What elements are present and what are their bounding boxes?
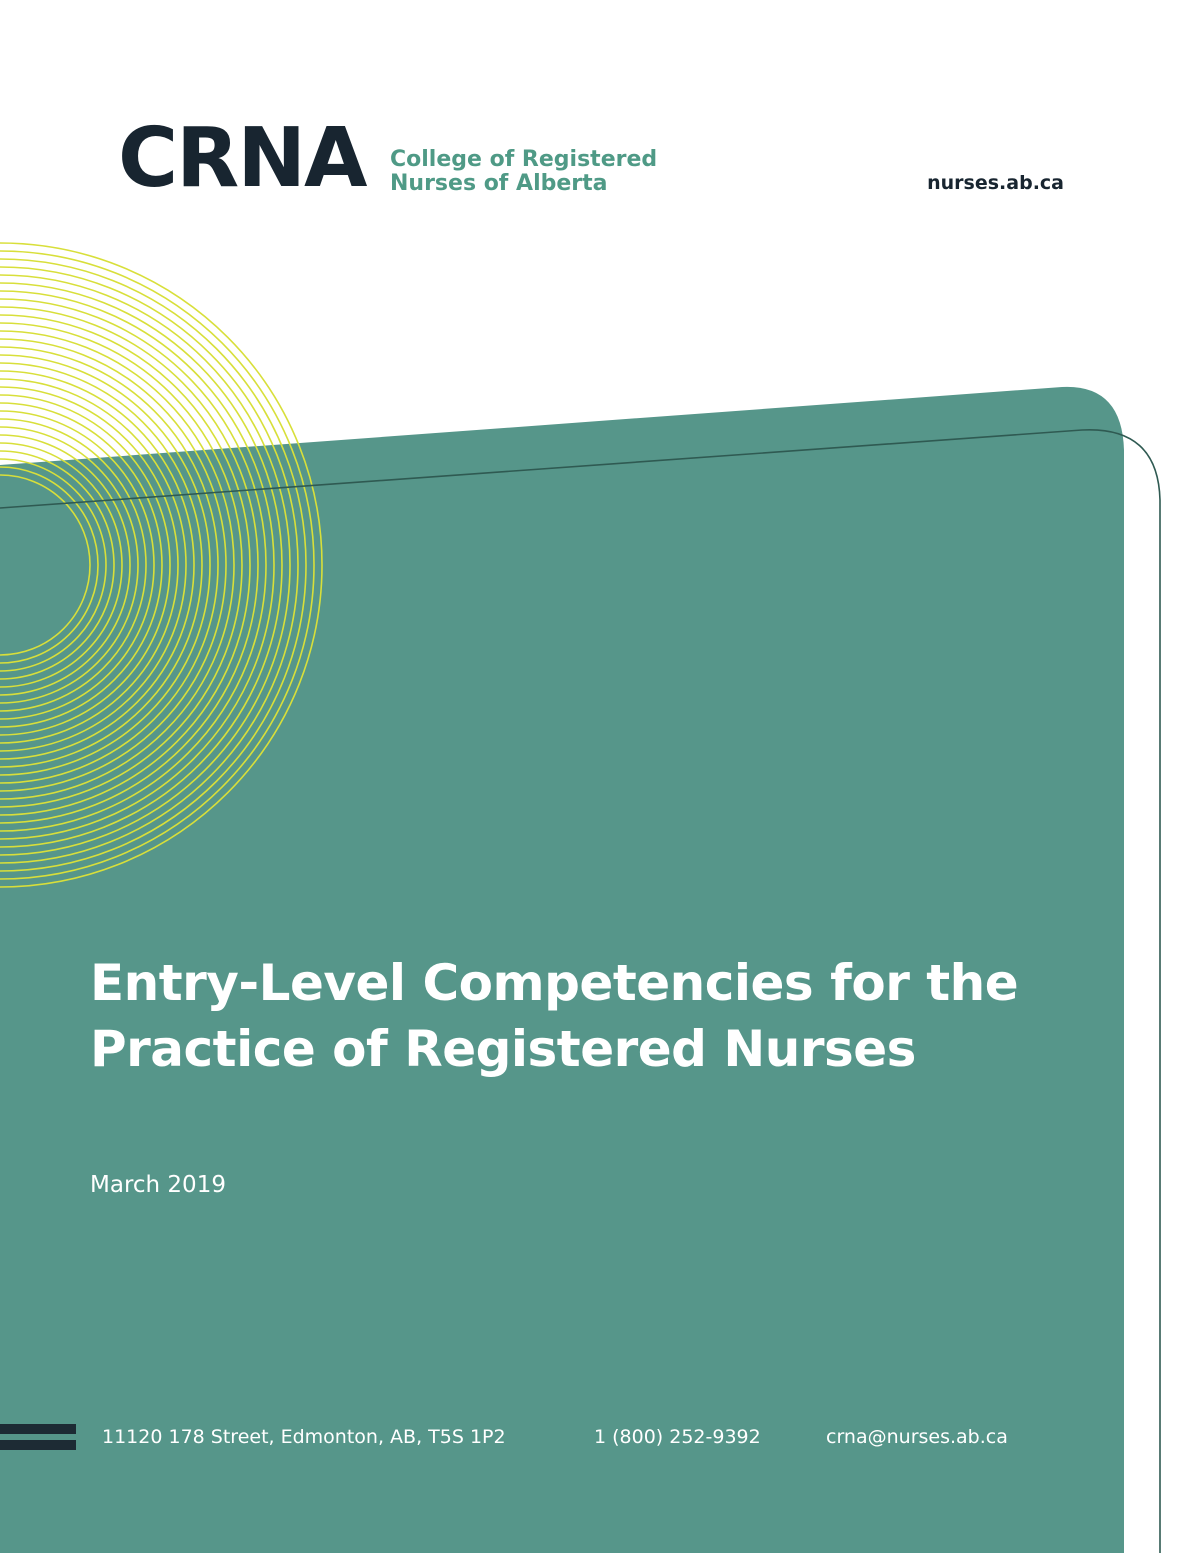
footer-email: crna@nurses.ab.ca [826, 1426, 1008, 1448]
footer-bars-decoration [0, 1424, 76, 1452]
document-title [90, 950, 1090, 1082]
logo-tagline-line1: College of Registered [390, 147, 658, 172]
logo-tagline [390, 148, 657, 196]
document-date: March 2019 [90, 1172, 226, 1198]
footer-phone: 1 (800) 252-9392 [594, 1426, 761, 1448]
logo-tagline-line2: Nurses of Alberta [390, 171, 608, 196]
crna-logo-wordmark: CRNA [118, 111, 366, 206]
footer-address: 11120 178 Street, Edmonton, AB, T5S 1P2 [102, 1426, 506, 1448]
site-url: nurses.ab.ca [927, 172, 1064, 194]
document-title-line2: Practice of Registered Nurses [90, 1020, 916, 1078]
document-title-line1: Entry-Level Competencies for the [90, 954, 1019, 1012]
